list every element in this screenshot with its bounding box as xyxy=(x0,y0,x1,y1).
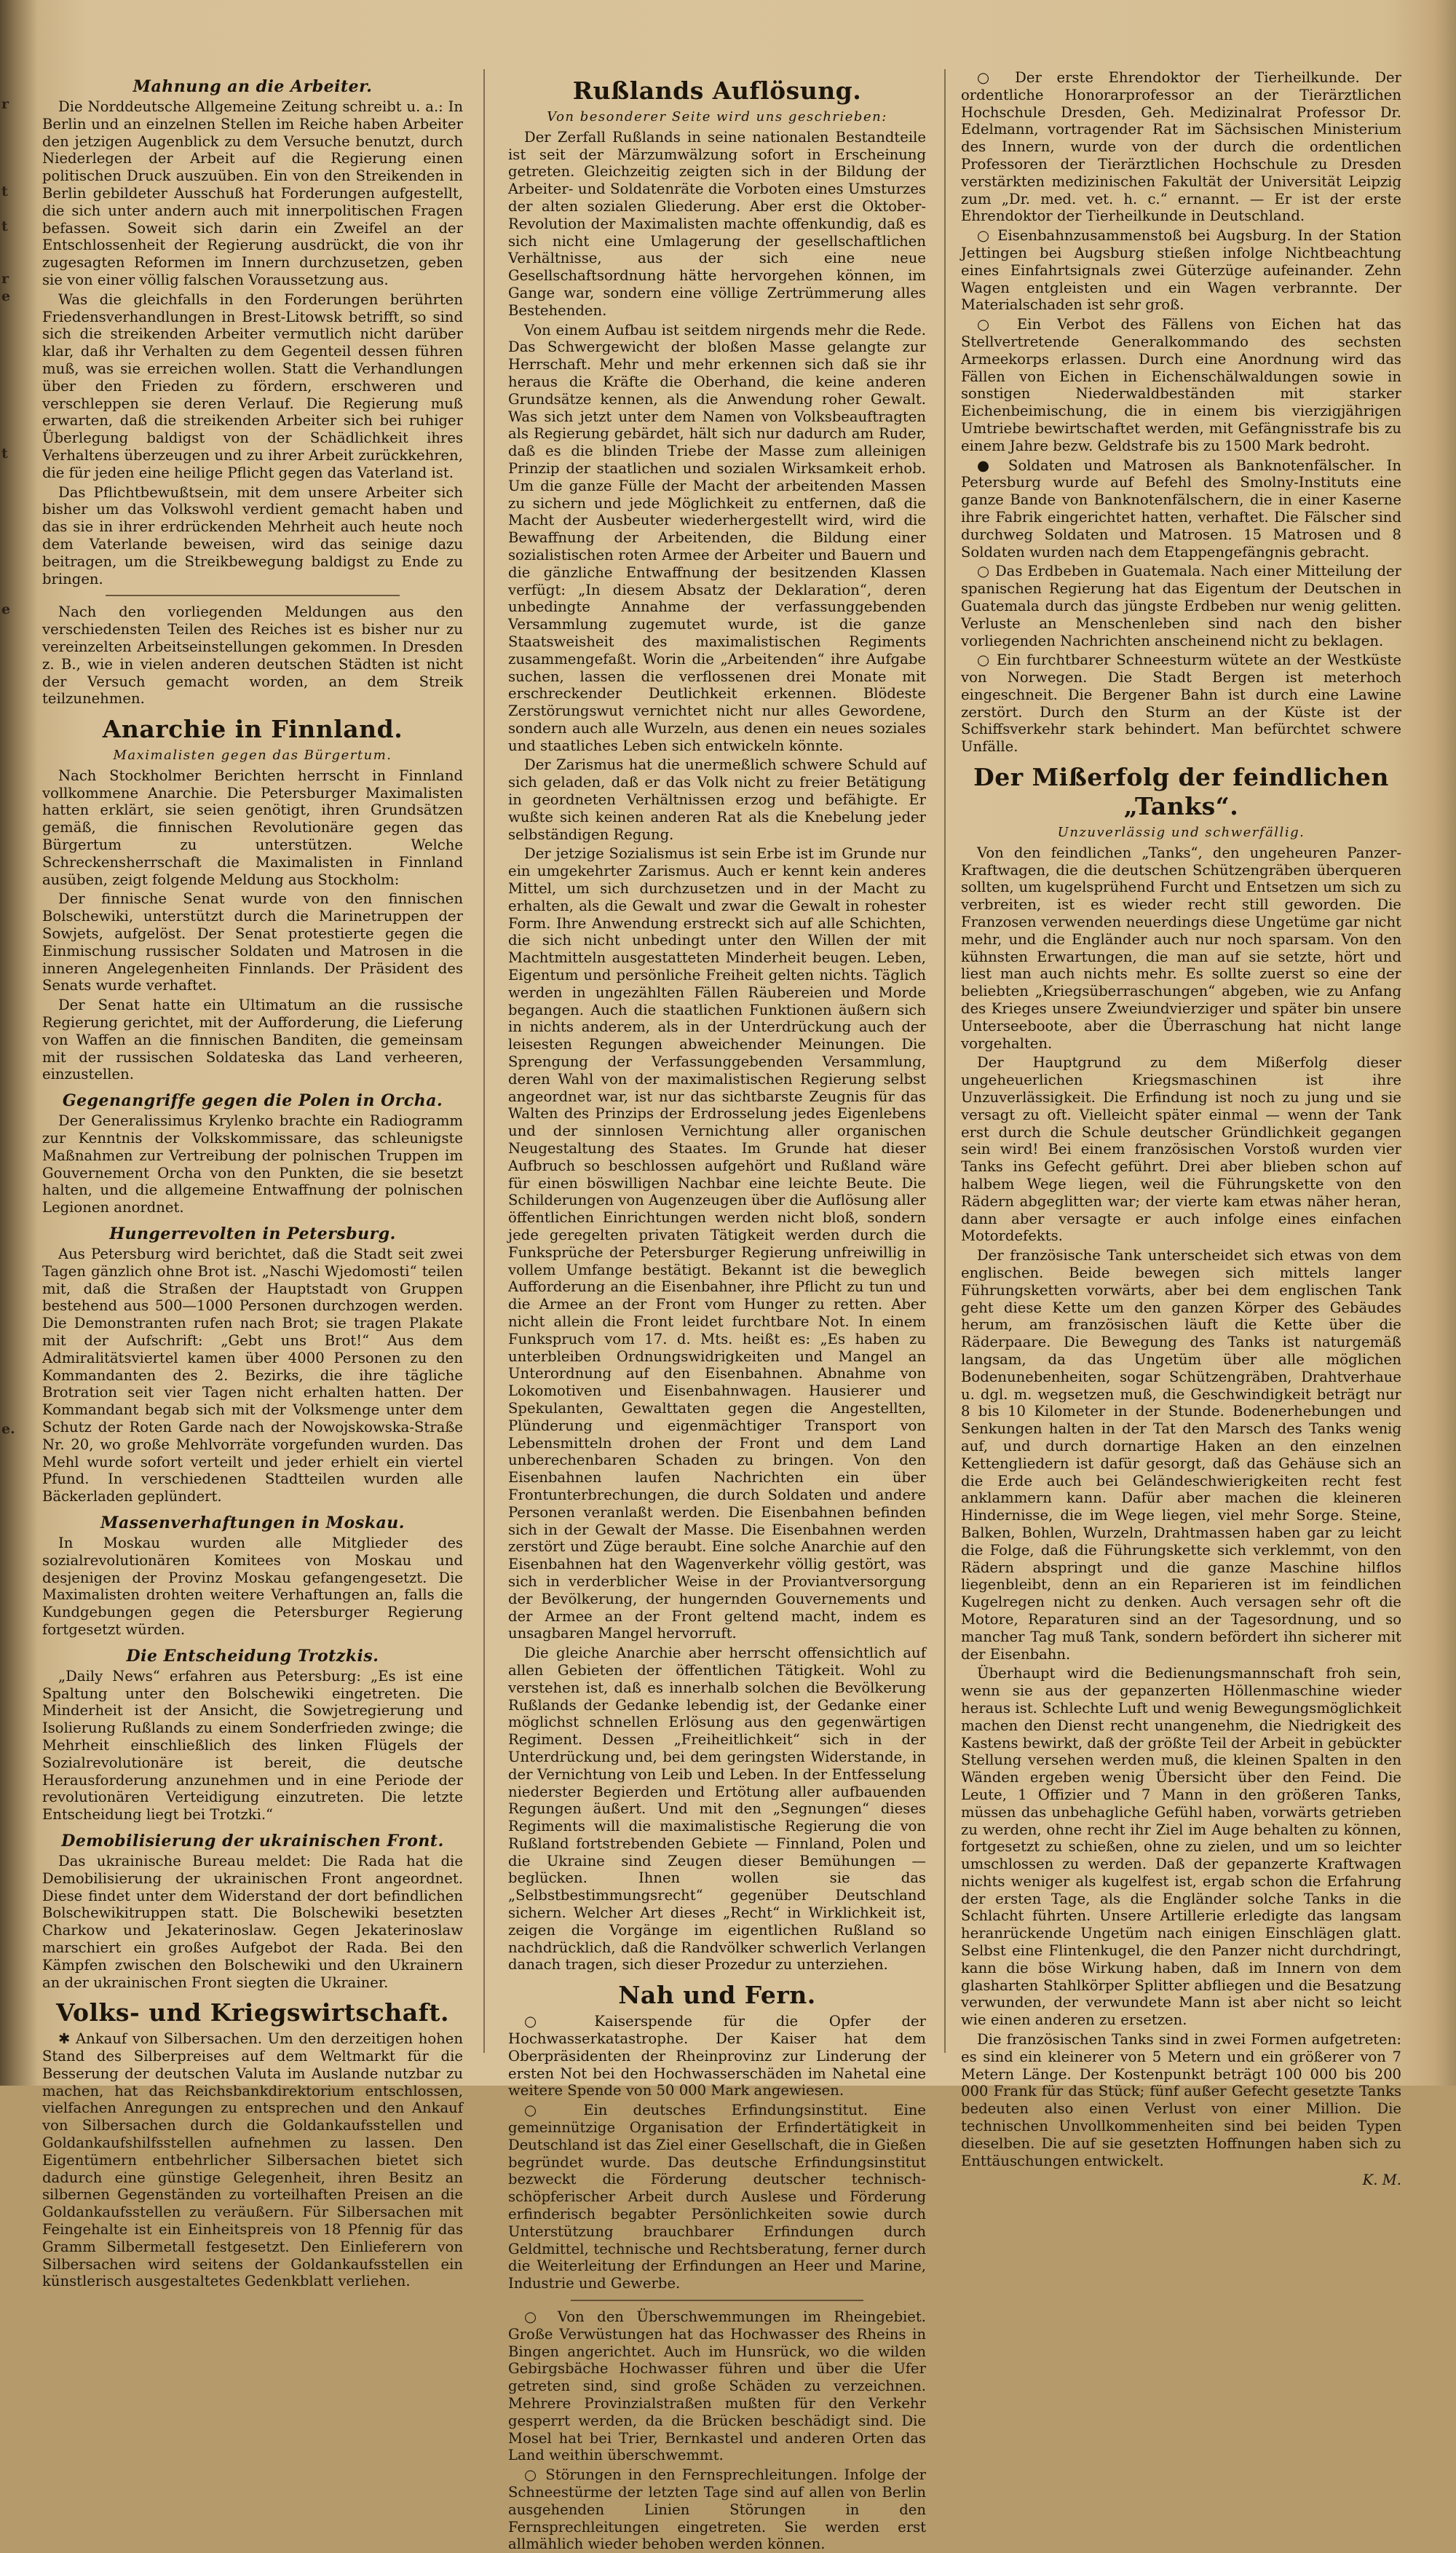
article-paragraph: ○ Ein deutsches Erfindungsinstitut. Eine gemeinnützige Organisation der Erfindertätigkeit in Deutschland ist das Ziel einer Gesellschaft, die in Gießen begründet wurde. Das deutsche Erfindungsinstitut bezweckt die Förderung deutscher technisch-schöpferischer Arbeit durch Auslese und Förderung erfinderisch begabter Persönlichkeiten sowie durch Unterstützung brauchbarer Erfindungen durch Geldmittel, technische und Rechtsberatung, ferner durch die Weiterleitung der Erfindungen an Heer und Marine, Industrie und Gewerbe. xyxy=(508,2102,926,2292)
article-heading: Massenverhaftungen in Moskau. xyxy=(100,1513,405,1532)
article-paragraph: Die Norddeutsche Allgemeine Zeitung schreibt u. a.: In Berlin und an einzelnen Stellen im Reiche haben Arbeiter den jetzigen Augenblick zu dem Versuche benutzt, durch Niederlegen der Arbeit auf die Regierung einen politischen Druck auszuüben. Ein von den Streikenden in Berlin gebildeter Ausschuß hat Forderungen aufgestellt, die sich unter andern auch mit innerpolitischen Fragen befassen. Soweit sich darin ein Zweifel an der Entschlossenheit der Regierung ausdrückt, die von ihr zugesagten Reformen im Innern durchzusetzen, geben sie von einer völlig falschen Voraussetzung aus. xyxy=(42,98,463,288)
section-headline: Volks- und Kriegswirtschaft. xyxy=(55,1998,450,2027)
article-paragraph: ○ Eisenbahnzusammenstoß bei Augsburg. In der Station Jettingen bei Augsburg stießen infolge Nichtbeachtung eines Einfahrtsignals zwei Güterzüge aufeinander. Zehn Wagen entgleisten und ein Wagen verbrannte. Der Materialschaden ist sehr groß. xyxy=(961,227,1401,314)
edge-fragment-text: r xyxy=(1,271,9,287)
edge-fragment-text: e. xyxy=(1,1421,15,1437)
article-paragraph: ○ Von den Überschwemmungen im Rheingebiet. Große Verwüstungen hat das Hochwasser des Rheins in Bingen angerichtet. Auch im Hunsrück, wo die wilden Gebirgsbäche Hochwasser führen und über die Ufer getreten sind, sind große Schäden zu verzeichnen. Mehrere Provinzialstraßen mußten für den Verkehr gesperrt werden, da die Brücken beschädigt sind. Die Mosel hat bei Trier, Bernkastel und anderen Orten das Land weithin überschwemmt. xyxy=(508,2308,926,2464)
article-paragraph: ● Soldaten und Matrosen als Banknotenfälscher. In Petersburg wurde auf Befehl des Smolny-Instituts eine ganze Bande von Banknotenfälschern, die in einer Kaserne ihre Fabrik eingerichtet hatten, verhaftet. Die Fälscher sind durchweg Soldaten und Matrosen. 15 Matrosen und 8 Soldaten wurden nach dem Etappengefängnis gebracht. xyxy=(961,456,1401,561)
article-paragraph: Das Pflichtbewußtsein, mit dem unsere Arbeiter sich bisher um das Volkswohl verdient gemacht haben und das sie in ihrer erdrückenden Mehrheit auch heute noch dem Vaterlande beweisen, wird das seinige dazu beitragen, um die Streikbewegung baldigst zu Ende zu bringen. xyxy=(42,483,463,587)
article-subheading: Maximalisten gegen das Bürgertum. xyxy=(113,748,392,764)
edge-fragment-text: t xyxy=(1,446,8,462)
column-left xyxy=(42,69,463,2290)
edge-fragment-text: r xyxy=(1,96,9,112)
article-subheading: Unzuverlässig und schwerfällig. xyxy=(1057,825,1305,841)
article-heading: Hungerrevolten in Petersburg. xyxy=(109,1224,396,1244)
article-paragraph: ✱ Ankauf von Silbersachen. Um den derzeitigen hohen Stand des Silberpreises auf dem Weltmarkt für die Besserung der deutschen Valuta im Auslande nutzbar zu machen, hat das Reichsbankdirektorium entschlossen, vielfachen Anregungen zu entsprechen und den Ankauf von Silbersachen durch die Goldankaufsstellen und Goldankaufshilfsstellen aufnehmen zu lassen. Den Eigentümern entbehrlicher Silbersachen bietet sich dadurch eine günstige Gelegenheit, ihren Besitz an silbernen Gegenständen zu vorteilhaften Preisen an die Goldankaufsstellen zu veräußern. Für Silbersachen mit Feingehalte ist ein Einheitspreis von 18 Pfennig für das Gramm Silbermetall festgesetzt. Den Einlieferern von Silbersachen wird seitens der Goldankaufsstellen ein künstlerisch ausgestaltetes Gedenkblatt verliehen. xyxy=(42,2030,463,2290)
article-heading: Demobilisierung der ukrainischen Front. xyxy=(61,1831,444,1851)
edge-fragment-text: e xyxy=(1,288,11,304)
column-rule xyxy=(944,69,946,2053)
article-paragraph: ○ Störungen in den Fernsprechleitungen. Infolge der Schneestürme der letzten Tage sind auf allen von Berlin ausgehenden Linien Störungen in den Fernsprechleitungen eingetreten. Sie werden erst allmählich wieder behoben werden können. xyxy=(508,2466,926,2553)
article-paragraph: ○ Kaiserspende für die Opfer der Hochwasserkatastrophe. Der Kaiser hat dem Oberpräsidenten der Rheinprovinz zur Linderung der ersten Not bei den Hochwasserschäden im Nahetal eine weitere Spende von 50 000 Mark angewiesen. xyxy=(508,2013,926,2099)
article-paragraph: Der jetzige Sozialismus ist sein Erbe ist im Grunde nur ein umgekehrter Zarismus. Auch er kennt kein anderes Mittel, um sich durchzusetzen und in der Macht zu erhalten, als die Gewalt und zwar die Gewalt in rohester Form. Ihre Anwendung erstreckt sich auf alle Schichten, die sich nicht unbedingt unter den Willen der mit Machtmitteln ausgestatteten Minderheit beugen. Leben, Eigentum und persönliche Freiheit gelten nichts. Täglich werden in ungezählten Fällen Räubereien und Morde begangen. Auch die staatlichen Funktionen äußern sich in nichts anderem, als in der Unterdrückung auch der leisesten Regungen abweichender Meinungen. Die Sprengung der Verfassunggebenden Versammlung, deren Wahl von der maximalistischen Regierung selbst angeordnet war, ist nur das sichtbarste Zeugnis für das Walten des Prinzips der Erdrosselung jedes Eigenlebens und der sinnlosen Vernichtung aller organischen Neugestaltung des Staates. Im Grunde hat dieser Aufbruch so beschlossen aufgehört und Rußland wäre für einen böswilligen Nachbar eine leichte Beute. Die Schilderungen von Augenzeugen über die Auflösung aller öffentlichen Einrichtungen werden nicht bloß, sondern jede geregelten privaten Tätigkeit werden durch die Funksprüche der Petersburger Regierung unfreiwillig in vollem Umfange bestätigt. Bekannt ist die beweglich Aufforderung an die Eisenbahner, ihre Pflicht zu tun und die Armee an der Front vom Hunger zu retten. Aber nicht allein die Front leidet furchtbare Not. In einem Funkspruch vom 17. d. Mts. heißt es: „Es haben zu unterbleiben Ordnungswidrigkeiten und Mangel an Unterordnung auf den Eisenbahnen. Abnahme von Lokomotiven und Eisenbahnwagen. Hausierer und Spekulanten, Gewalttaten gegen die Angestellten, Plünderung und eigenmächtiger Transport von Lebensmitteln drohen der Front und dem Land unberechenbaren Schaden zu bringen. Von den Eisenbahnen laufen Nachrichten ein über Frontunterbrechungen, die durch Soldaten und andere Personen veranlaßt werden. Die Eisenbahnen befinden sich in der Gewalt der Masse. Die Eisenbahnen werden zerstört und Züge beraubt. Eine solche Anarchie auf den Eisenbahnen hat den Wagenverkehr völlig gestört, was sich in verderblicher Weise in der Proviantversorgung der Bevölkerung, der hungernden Gouvernements und der Armee an der Front geltend macht, indem es unsagbaren Mangel hervorruft. xyxy=(508,845,926,1642)
article-paragraph: Die gleiche Anarchie aber herrscht offensichtlich auf allen Gebieten der öffentlichen Tätigkeit. Wohl zu verstehen ist, daß es innerhalb solchen die Bevölkerung Rußlands der Gedanke lebendig ist, der Gedanke einer möglichst schnellen Erlösung aus den gegenwärtigen Regiment. Dessen „Freiheitlichkeit“ sich in der Unterdrückung und, bei dem geringsten Widerstande, in der Vernichtung von Leib und Leben. In der Entfesselung niederster Begierden und Ertötung aller aufbauenden Regungen äußert. Und mit den „Segnungen“ dieses Regiments will die maximalistische Regierung die von Rußland fortstrebenden Gebiete — Finnland, Polen und die Ukraine sind Zeugen dieser Bemühungen — beglücken. Ihnen wollen sie das „Selbstbestimmungsrecht“ gegenüber Deutschland sichern. Welcher Art dieses „Recht“ in Wirklichkeit ist, zeigen die Vorgänge im eigentlichen Rußland so nachdrücklich, daß die Randvölker schwerlich Verlangen danach tragen, sich dieser Prozedur zu unterziehen. xyxy=(508,1644,926,1974)
article-paragraph: ○ Ein furchtbarer Schneesturm wütete an der Westküste von Norwegen. Die Stadt Bergen ist meterhoch eingeschneit. Die Bergener Bahn ist durch eine Lawine zerstört. Durch den Sturm an der Küste ist der Schiffsverkehr stark behindert. Man befürchtet schwere Unfälle. xyxy=(961,652,1401,756)
column-rule xyxy=(483,69,485,2053)
article-paragraph: Der Hauptgrund zu dem Mißerfolg dieser ungeheuerlichen Kriegsmaschinen ist ihre Unzuverlässigkeit. Die Erfindung ist noch zu jung und sie versagt zu oft. Vielleicht später einmal — wenn der Tank erst durch die Schule deutscher Gründlichkeit gegangen sein wird! Bei einem französischen Vorstoß wurden vier Tanks ins Gefecht geführt. Drei aber blieben schon auf halbem Wege liegen, weil die Führungskette von den Rädern abgeglitten war; der vierte kam etwas näher heran, dann aber versagte er auch infolge eines einfachen Motordefekts. xyxy=(961,1054,1401,1245)
article-heading: Mahnung an die Arbeiter. xyxy=(132,77,373,96)
article-paragraph: Nach den vorliegenden Meldungen aus den verschiedensten Teilen des Reiches ist es bisher nur zu vereinzelten Arbeitseinstellungen gekommen. In Dresden z. B., wie in vielen anderen deutschen Städten ist nicht der Versuch gemacht worden, an dem Streik teilzunehmen. xyxy=(42,603,463,708)
article-paragraph: Überhaupt wird die Bedienungsmannschaft froh sein, wenn sie aus der gepanzerten Höllenmaschine wieder heraus ist. Schlechte Luft und wenig Bewegungsmöglichkeit machen den Dienst recht unangenehm, die Niedrigkeit des Kastens bewirkt, daß der größte Teil der Arbeit in gebückter Stellung versehen werden muß, die kleinen Spalten in den Wänden ergeben wenig Übersicht über den Feind. Die Leute, 1 Offizier und 7 Mann in den größeren Tanks, müssen das unbehagliche Gefühl haben, vorwärts getrieben zu werden, ohne recht ihr Ziel im Auge behalten zu können, fortgesetzt zu schießen, ohne zu zielen, und um so leichter umschlossen zu werden. Daß der gepanzerte Kraftwagen nichts weniger als kugelfest ist, ergab schon die Erfahrung der ersten Tage, als die Engländer solche Tanks in die Schlacht führten. Unsere Artillerie erledigte das langsam heranrückende Ungetüm nach einigen Einschlägen glatt. Selbst eine Flintenkugel, die den Panzer nicht durchdringt, kann die böse Wirkung haben, daß im Innern von dem glasharten Stahlkörper Splitter abfliegen und die Besatzung verwunden, der verwundete Mann ist aber nicht so leicht wie einen anderen zu ersetzen. xyxy=(961,1665,1402,2029)
article-paragraph: Was die gleichfalls in den Forderungen berührten Friedensverhandlungen in Brest-Litowsk betrifft, so sind sich die streikenden Arbeiter vermutlich nicht darüber klar, daß ihr Verhalten zu dem Gegenteil dessen führen muß, was sie erreichen wollen. Statt die Verhandlungen über den Frieden zu fördern, erschweren und verschleppen sie deren Verlauf. Die Regierung muß erwarten, daß die streikenden Arbeiter sich bei ruhiger Überlegung baldigst von der Schädlichkeit ihres Verhaltens überzeugen und zu ihrer Arbeit zurückkehren, die für jeden eine heilige Pflicht gegen das Vaterland ist. xyxy=(42,290,463,481)
section-divider xyxy=(571,2300,863,2301)
section-headline: Nah und Fern. xyxy=(618,1981,816,2010)
section-headline: Rußlands Auflösung. xyxy=(572,76,862,105)
article-paragraph: Der Zarismus hat die unermeßlich schwere Schuld auf sich geladen, daß er das Volk nicht zu freier Betätigung in geordneten Verhältnissen erzog und befähigte. Er wußte sich keinen anderen Rat als die Knebelung jeder selbständigen Regung. xyxy=(508,756,926,843)
article-paragraph: Von einem Aufbau ist seitdem nirgends mehr die Rede. Das Schwergewicht der bloßen Masse gelangte zur Herrschaft. Mehr und mehr erkennen sich daß sie ihr heraus die Kräfte die Oberhand, die keine anderen Grundsätze kennen, als die Anwendung roher Gewalt. Was sich jetzt unter dem Namen von Volksbeauftragten als Regierung gebärdet, hält sich nur dadurch am Ruder, daß es die blinden Triebe der Masse zum alleinigen Prinzip der staatlichen und sozialen Wirksamkeit erhob. Um die ganze Fülle der Macht der arbeitenden Massen zu sichern und jede Möglichkeit zu entfernen, daß die Macht der Ausbeuter wiederhergestellt wird, wird die Bewaffnung der Arbeitenden, die Bildung einer sozialistischen roten Armee der Arbeiter und Bauern und die gänzliche Entwaffnung der besitzenden Klassen verfügt: „In diesem Absatz der Deklaration“, deren unbedingte Annahme der verfassunggebenden Versammlung zugemutet wurde, ist die ganze Staatsweisheit des maximalistischen Regiments zusammengefaßt. Worin die „Arbeitenden“ ihre Aufgabe suchen, lassen die verflossenen drei Monate mit erschreckender Deutlichkeit erkennen. Blödeste Zerstörungswut vernichtet nicht nur alles Gewordene, sondern auch alle Wurzeln, aus denen ein neues soziales und staatliches Leben sich entwickeln könnte. xyxy=(508,321,926,754)
section-headline: Der Mißerfolg der feindlichen „Tanks“. xyxy=(973,763,1389,821)
article-paragraph: Das ukrainische Bureau meldet: Die Rada hat die Demobilisierung der ukrainischen Front angeordnet. Diese findet unter dem Widerstand der dort befindlichen Bolschewikitruppen statt. Die Bolschewiki besetzten Charkow und Jekaterinoslaw. Gegen Jekaterinoslaw marschiert ein großes Aufgebot der Rada. Bei den Kämpfen zwischen den Bolschewiki und den Ukrainern an der ukrainischen Front siegten die Ukrainer. xyxy=(42,1852,463,1991)
article-paragraph: Der Zerfall Rußlands in seine nationalen Bestandteile ist seit der Märzumwälzung sofort in Erscheinung getreten. Gleichzeitig zeigten sich in der Bildung der Arbeiter- und Soldatenräte die Vorboten eines Umsturzes der alten sozialen Gliederung. Aber erst die Oktober-Revolution der Maximalisten machte offenkundig, daß es sich nicht eine Umlagerung der gesellschaftlichen Verhältnisse, aus der sich eine neue Gesellschaftsordnung hätte hervorgehen können, im Gange war, sondern eine völlige Zertrümmerung alles Bestehenden. xyxy=(508,128,926,319)
article-subheading: Von besonderer Seite wird uns geschrieben: xyxy=(547,109,887,124)
article-paragraph: Die französischen Tanks sind in zwei Formen aufgetreten: es sind ein kleinerer von 5 Metern und ein größerer von 7 Metern Länge. Der Kostenpunkt beträgt 100 000 bis 200 000 Frank für das Stück; fünf außer Gefecht gesetzte Tanks bedeuten also einen Verlust von einer Million. Die technischen Unvollkommenheiten sind bei beiden Typen dieselben. Die auf sie gesetzten Hoffnungen haben sich zu Enttäuschungen entwickelt. xyxy=(961,2031,1401,2169)
article-paragraph: Aus Petersburg wird berichtet, daß die Stadt seit zwei Tagen gänzlich ohne Brot ist. „Naschi Wjedomosti“ teilen mit, daß die Straßen der Hauptstadt von Gruppen bestehend aus 500—1000 Personen durchzogen werden. Die Demonstranten rufen nach Brot; sie tragen Plakate mit der Aufschrift: „Gebt uns Brot!“ Aus dem Admiralitätsviertel kamen über 4000 Personen zu den Kommandanten des 2. Bezirks, die ihre tägliche Brotration seit vier Tagen nicht erhalten hatten. Der Kommandant begab sich mit der Volksmenge unter dem Schutz der Roten Garde nach der Nowojskowska-Straße Nr. 20, wo große Mehlvorräte vorgefunden wurden. Das Mehl wurde sofort verteilt und jeder erhielt ein viertel Pfund. In verschiedenen Stadtteilen wurden alle Bäckerladen geplündert. xyxy=(42,1246,463,1505)
article-paragraph: ○ Der erste Ehrendoktor der Tierheilkunde. Der ordentliche Honorarprofessor an der Tierärztlichen Hochschule Dresden, Geh. Medizinalrat Professor Dr. Edelmann, vortragender Rat im Sächsischen Ministerium des Innern, wurde von der durch die ordentlichen Professoren der Tierärztlichen Hochschule zu Dresden verstärkten medizinischen Fakultät der Universität Leipzig zum „Dr. med. vet. h. c.“ ernannt. — Er ist der erste Ehrendoktor der Tierheilkunde in Deutschland. xyxy=(961,69,1401,225)
article-paragraph: In Moskau wurden alle Mitglieder des sozialrevolutionären Komitees von Moskau und desjenigen der Provinz Moskau gefangengesetzt. Die Maximalisten drohten weitere Verhaftungen an, falls die Kundgebungen gegen die Petersburger Regierung fortgesetzt würden. xyxy=(42,1534,463,1638)
column-right xyxy=(961,69,1402,2189)
edge-fragment-text: t xyxy=(1,218,8,234)
column-middle xyxy=(508,69,926,2553)
article-paragraph: Nach Stockholmer Berichten herrscht in Finnland vollkommene Anarchie. Die Petersburger Maximalisten hatten erklärt, sie seien genötigt, ihren Grundsätzen gemäß, die finnischen Revolutionäre gegen das Bürgertum zu unterstützen. Welche Schreckensherrschaft die Maximalisten in Finnland ausüben, zeigt folgende Meldung aus Stockholm: xyxy=(42,767,463,888)
section-headline: Anarchie in Finnland. xyxy=(102,715,403,744)
article-paragraph: ○ Ein Verbot des Fällens von Eichen hat das Stellvertretende Generalkommando des sechsten Armeekorps erlassen. Durch eine Anordnung wird das Fällen von Eichen in Eichenschälwaldungen sowie in sonstigen Niederwaldbeständen mit starker Eichenbeimischung, die in einem bis vierzigjährigen Umtriebe bewirtschaftet werden, mit Gefängnisstrafe bis zu einem Jahre bezw. Geldstrafe bis zu 1500 Mark bedroht. xyxy=(961,316,1401,454)
edge-fragment-text: e xyxy=(1,601,11,617)
article-paragraph: ○ Das Erdbeben in Guatemala. Nach einer Mitteilung der spanischen Regierung hat das Eigentum der Deutschen in Guatemala durch das jüngste Erdbeben nur wenig gelitten. Verluste an Menschenleben sind nach den bisher vorliegenden Nachrichten anscheinend nicht zu beklagen. xyxy=(961,563,1401,649)
article-paragraph: „Daily News“ erfahren aus Petersburg: „Es ist eine Spaltung unter den Bolschewiki eingetreten. Die Minderheit ist der Ansicht, die Sowjetregierung und Isolierung Rußlands zu einem Sonderfrieden zwinge; die Mehrheit einschließlich des linken Flügels der Sozialrevolutionäre ist bereit, die deutsche Herausforderung anzunehmen und in eine Periode der revolutionären Verteidigung einzutreten. Die letzte Entscheidung liegt bei Trotzki.“ xyxy=(42,1667,463,1824)
article-paragraph: Von den feindlichen „Tanks“, den ungeheuren Panzer-Kraftwagen, die die deutschen Schützengräben überqueren sollten, um kugelsprühend Furcht und Entsetzen um sich zu verbreiten, ist es wieder recht still geworden. Die Franzosen verwenden neuerdings diese Ungetüme gar nicht mehr, und die Engländer auch nur noch sparsam. Von den kühnsten Erwartungen, die man auf sie setzte, hört und liest man auch nichts mehr. Es sollte zuerst so eine der beliebten „Kriegsüberraschungen“ abgeben, wie zu Anfang des Krieges unsere Zweiundvierziger und später bin unsere Unterseeboote, aber die Überraschung hat nicht lange vorgehalten. xyxy=(961,844,1401,1052)
article-paragraph: Der Generalissimus Krylenko brachte ein Radiogramm zur Kenntnis der Volkskommissare, das schleunigste Maßnahmen zur Vertreibung der polnischen Truppen im Gouvernement Orcha von den Punkten, die sie besetzt halten, und die allgemeine Entwaffnung der polnischen Legionen anordnet. xyxy=(42,1112,463,1216)
previous-page-edge xyxy=(0,0,36,2086)
article-paragraph: Der französische Tank unterscheidet sich etwas von dem englischen. Beide bewegen sich mittels langer Führungsketten vorwärts, aber bei dem englischen Tank geht diese Kette um den ganzen Körper des Gebäudes herum, am französischen läuft die Kette über die Räderpaare. Die Bewegung des Tanks ist naturgemäß langsam, da das Ungetüm über alle möglichen Bodenunebenheiten, sogar Schützengräben, Drahtverhaue u. dgl. m. wegsetzen muß, die Geschwindigkeit beträgt nur 8 bis 10 Kilometer in der Stunde. Bodenerhebungen und Senkungen halten in der Tat den Marsch des Tanks wenig auf, und durch dornartige Haken an den einzelnen Kettengliedern ist dafür gesorgt, daß das Gehäuse sich an die Erde auch bei Geländeschwierigkeiten recht fest anklammern kann. Dafür aber machen die kleineren Hindernisse, die im Wege liegen, viel mehr Sorge. Steine, Balken, Bohlen, Wurzeln, Drahtmassen haben gar zu leicht die Folge, daß die Führungskette sich verklemmt, von den Rädern abspringt und die ganze Maschine hilflos liegenbleibt, denn an ein Reparieren ist im feindlichen Kugelregen nicht zu denken. Auch versagen sehr oft die Motore, Reparaturen sind an der Tagesordnung, und so mancher Tag muß Tank, sondern befördert ihn sicherer mit der Eisenbahn. xyxy=(961,1247,1401,1663)
article-heading: Die Entscheidung Trotzkis. xyxy=(126,1646,379,1666)
section-divider xyxy=(106,595,400,596)
article-paragraph: Der Senat hatte ein Ultimatum an die russische Regierung gerichtet, mit der Aufforderung, die Lieferung von Waffen an die finnischen Banditen, die gemeinsam mit der russischen Soldateska das Land verheeren, einzustellen. xyxy=(42,997,463,1083)
article-heading: Gegenangriffe gegen die Polen in Orcha. xyxy=(62,1091,443,1111)
article-paragraph: Der finnische Senat wurde von den finnischen Bolschewiki, unterstützt durch die Marinetruppen der Sowjets, aufgelöst. Der Senat protestierte gegen die Einmischung russischer Soldaten und Matrosen in die inneren Angelegenheiten Finnlands. Der Präsident des Senats wurde verhaftet. xyxy=(42,890,463,994)
author-signature: K. M. xyxy=(1362,2172,1401,2189)
edge-fragment-text: t xyxy=(1,183,8,199)
